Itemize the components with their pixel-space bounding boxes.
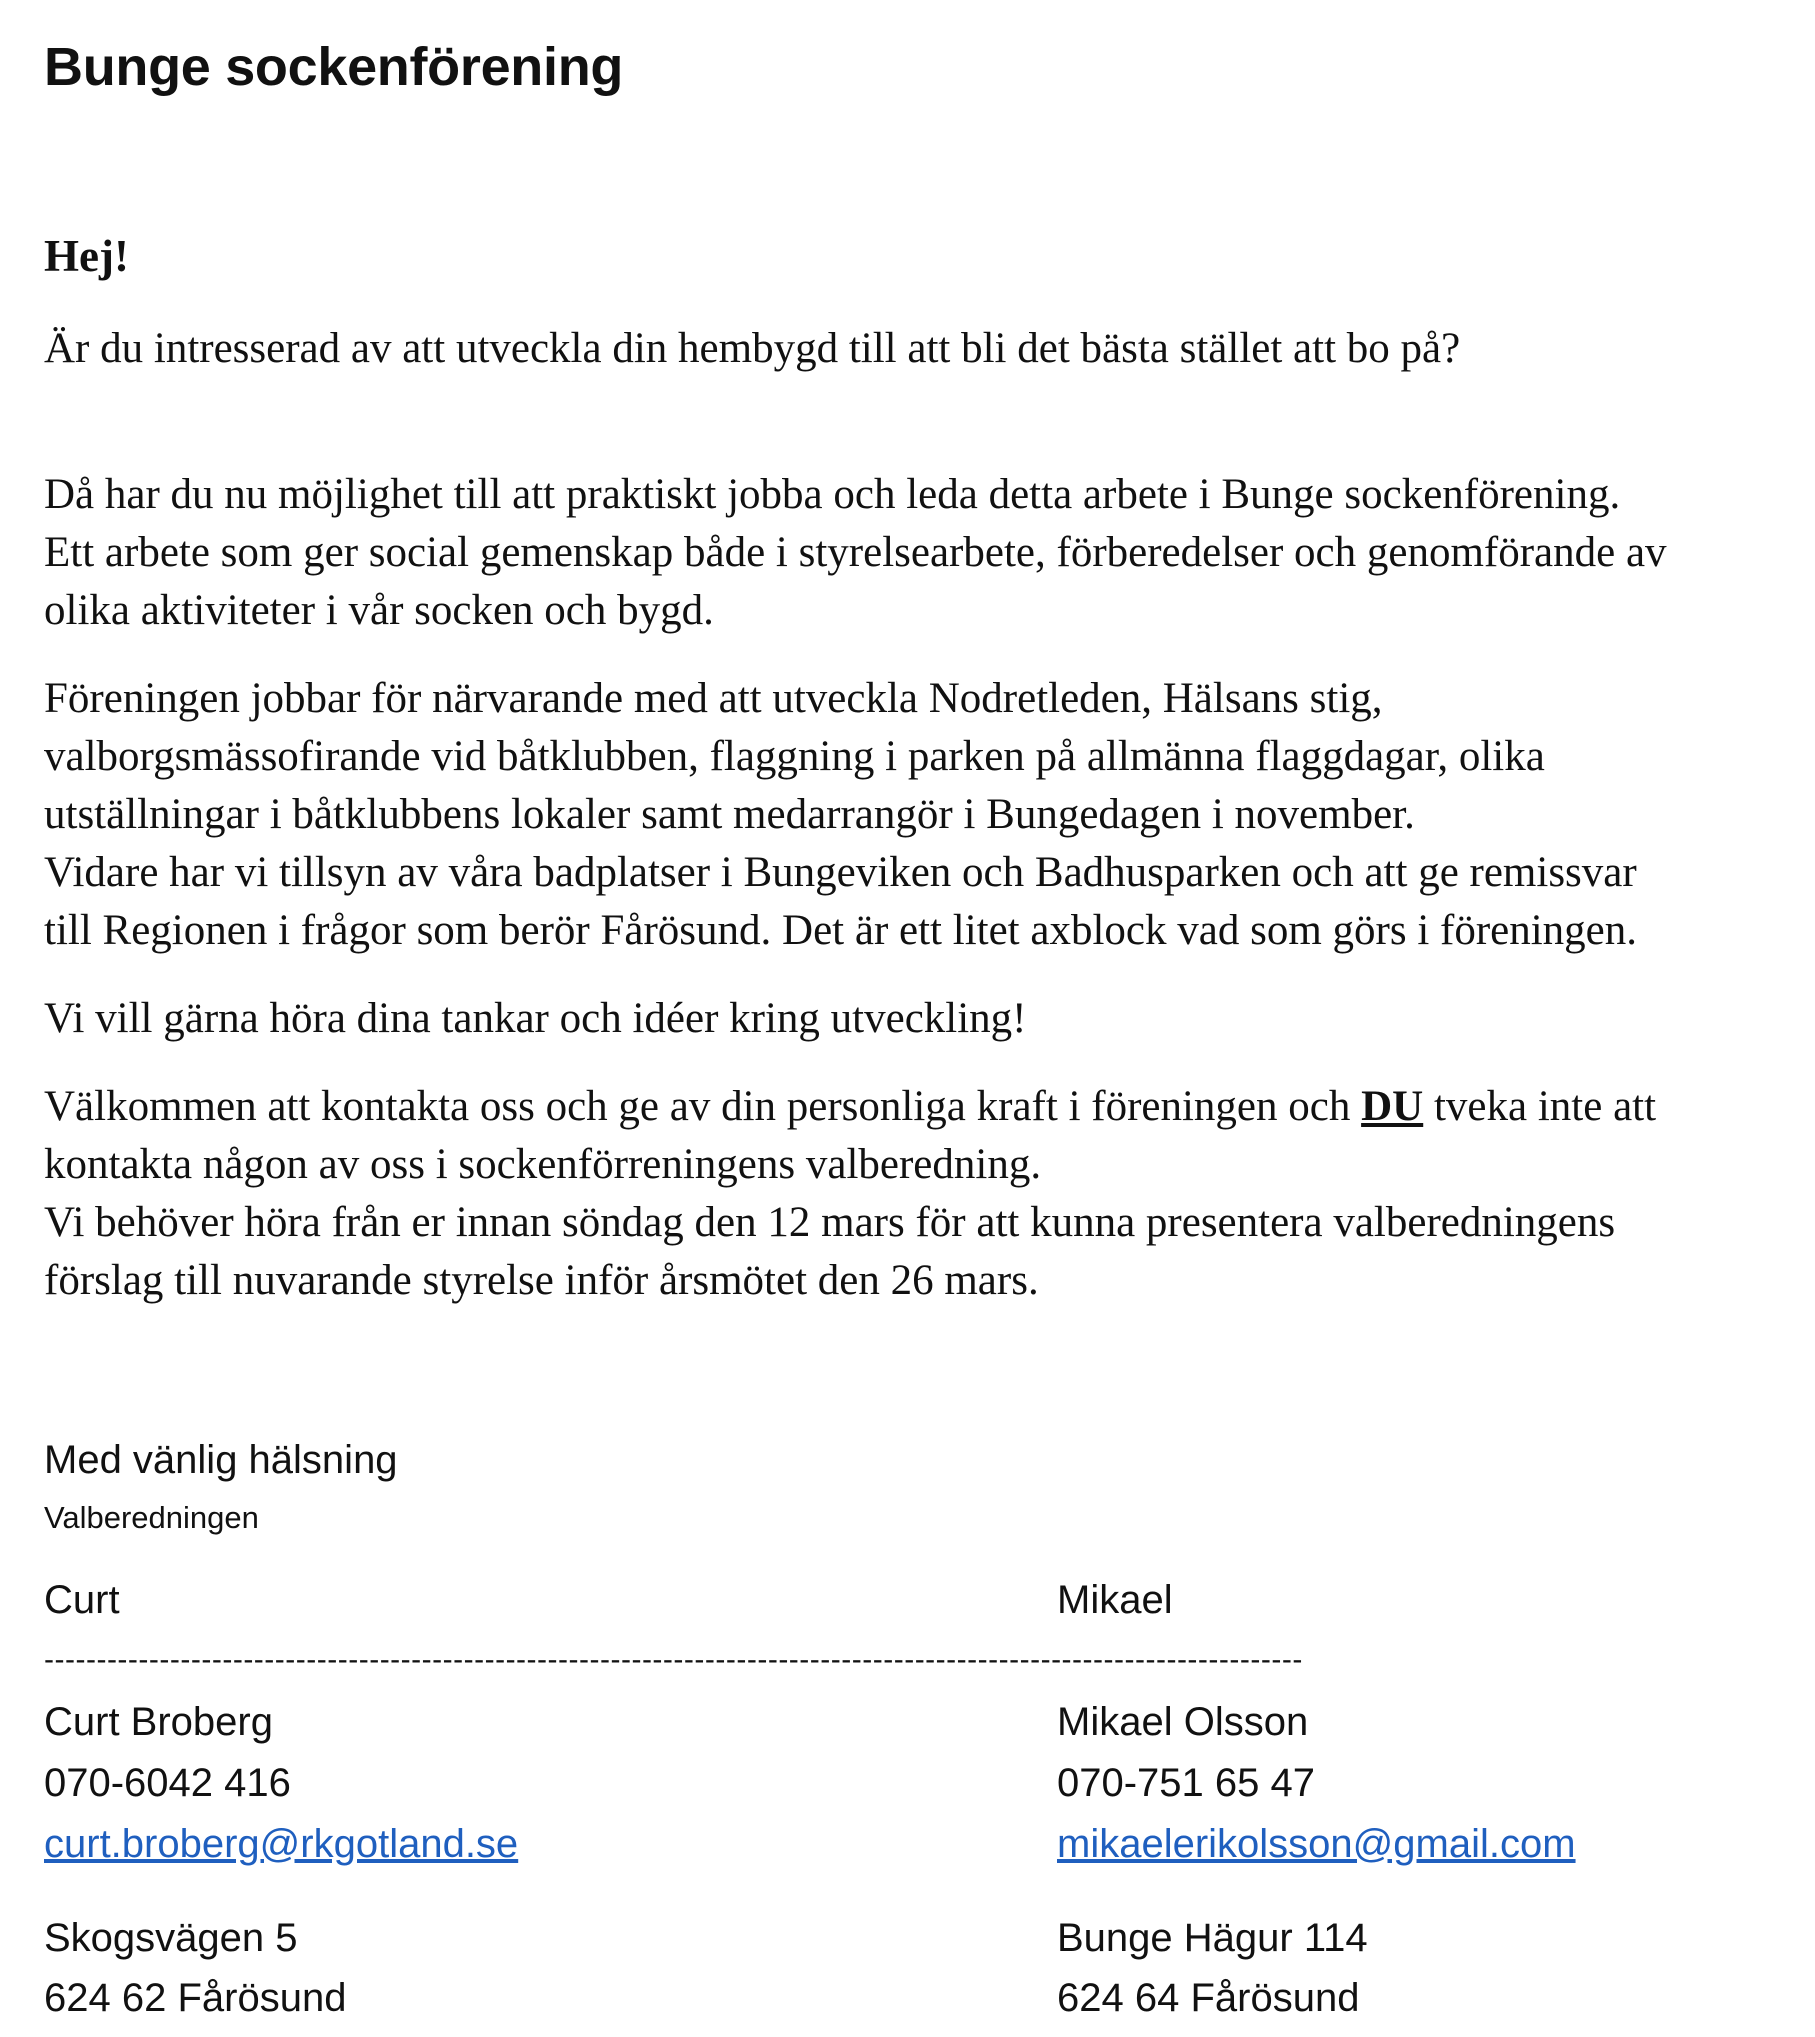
paragraph-line: Är du intresserad av att utveckla din hembygd till att bli det bästa stället att bo på? [44,325,1461,372]
contact-card-mikael [1057,1576,1815,2020]
paragraph-line: olika aktiviteter i vår socken och bygd. [44,587,714,634]
contact-card-curt [44,1576,804,2020]
welcome-paragraph [44,1078,1804,1310]
contact-street: Bunge Hägur 114 [1057,1916,1368,1960]
contact-city: 624 62 Fårösund [44,1976,347,2020]
ideas-paragraph [44,990,1804,1048]
paragraph-line: utställningar i båtklubbens lokaler samt medarrangör i Bungedagen i november. [44,791,1415,838]
paragraph-line: Ett arbete som ger social gemenskap både i styrelsearbete, förberedelser och genomförande av [44,529,1667,576]
paragraph-line: till Regionen i frågor som berör Fårösund. Det är ett litet axblock vad som görs i föreningen. [44,907,1638,954]
paragraph-line: Föreningen jobbar för närvarande med att utveckla Nodretleden, Hälsans stig, [44,675,1383,722]
paragraph-line: Vidare har vi tillsyn av våra badplatser i Bungeviken och Badhusparken och att ge remissvar [44,849,1637,896]
paragraph-line: valborgsmässofirande vid båtklubben, flaggning i parken på allmänna flaggdagar, olika [44,733,1545,780]
contact-phone: 070-6042 416 [44,1761,291,1805]
contact-name: Curt Broberg [44,1700,273,1744]
contact-email-link[interactable]: mikaelerikolsson@gmail.com [1057,1822,1576,1866]
signature: Mikael [1057,1578,1173,1622]
contact-name: Mikael Olsson [1057,1700,1309,1744]
paragraph-line: Vi behöver höra från er innan söndag den 12 mars för att kunna presentera valberedningens [44,1199,1616,1246]
contact-street: Skogsvägen 5 [44,1916,298,1960]
paragraph-line: Vi vill gärna höra dina tankar och idéer kring utveckling! [44,995,1027,1042]
paragraph-line: förslag till nuvarande styrelse inför årsmötet den 26 mars. [44,1257,1039,1304]
activities-paragraph [44,670,1804,960]
paragraph-line: kontakta någon av oss i sockenförreningens valberedning. [44,1141,1042,1188]
committee-name: Valberedningen [44,1500,259,1535]
divider-line: ------------------------------------------------------------------------------------------------------------------------ [44,1643,1303,1676]
signature: Curt [44,1578,120,1622]
contact-email-link[interactable]: curt.broberg@rkgotland.se [44,1822,519,1866]
closing-salutation: Med vänlig hälsning [44,1438,398,1482]
contact-city: 624 64 Fårösund [1057,1976,1360,2020]
welcome-text-after: tveka inte att [1423,1083,1657,1130]
welcome-text-before: Välkommen att kontakta oss och ge av din personliga kraft i föreningen och [44,1083,1362,1130]
page-title: Bunge sockenförening [44,37,624,97]
contact-phone: 070-751 65 47 [1057,1761,1316,1805]
intro-paragraph [44,320,1804,378]
greeting: Hej! [44,231,129,281]
opportunity-paragraph [44,466,1804,640]
paragraph-line [44,1078,1804,1136]
paragraph-line: Då har du nu möjlighet till att praktiskt jobba och leda detta arbete i Bunge sockenförening. [44,471,1621,518]
du-emphasis: DU [1361,1083,1424,1130]
